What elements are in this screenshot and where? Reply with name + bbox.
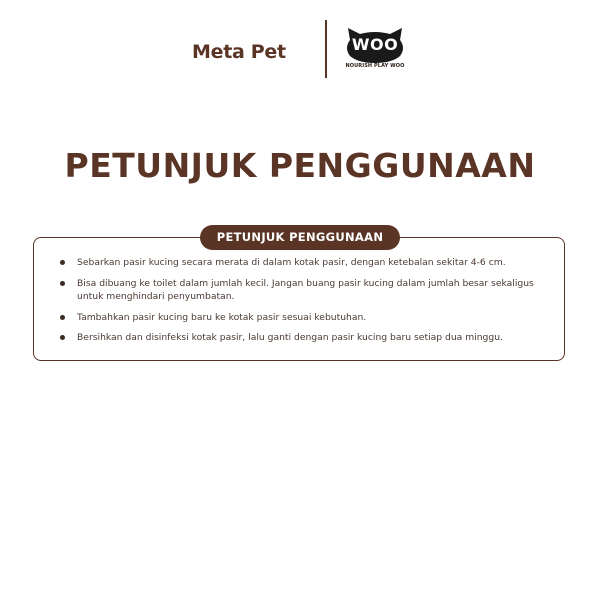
logo-divider (325, 20, 327, 78)
instruction-item: Sebarkan pasir kucing secara merata di dalam kotak pasir, dengan ketebalan sekitar 4-6 cm. (60, 256, 550, 270)
woo-logo (342, 26, 408, 74)
instruction-list (60, 256, 550, 352)
woo-logo-text: WOO (351, 35, 399, 54)
instruction-item: Bersihkan dan disinfeksi kotak pasir, lalu ganti dengan pasir kucing baru setiap dua minggu. (60, 331, 550, 345)
page-title: PETUNJUK PENGGUNAAN (64, 146, 536, 185)
instruction-heading: PETUNJUK PENGGUNAAN (200, 225, 400, 250)
logo-bar (0, 20, 600, 80)
woo-tagline: NOURISH PLAY WOO (345, 63, 405, 69)
instruction-item: Bisa dibuang ke toilet dalam jumlah kecil. Jangan buang pasir kucing dalam jumlah besar sekaligus untuk menghindari penyumbatan. (60, 277, 550, 304)
metapet-logo: Meta Pet (192, 41, 286, 63)
instruction-item: Tambahkan pasir kucing baru ke kotak pasir sesuai kebutuhan. (60, 311, 550, 325)
